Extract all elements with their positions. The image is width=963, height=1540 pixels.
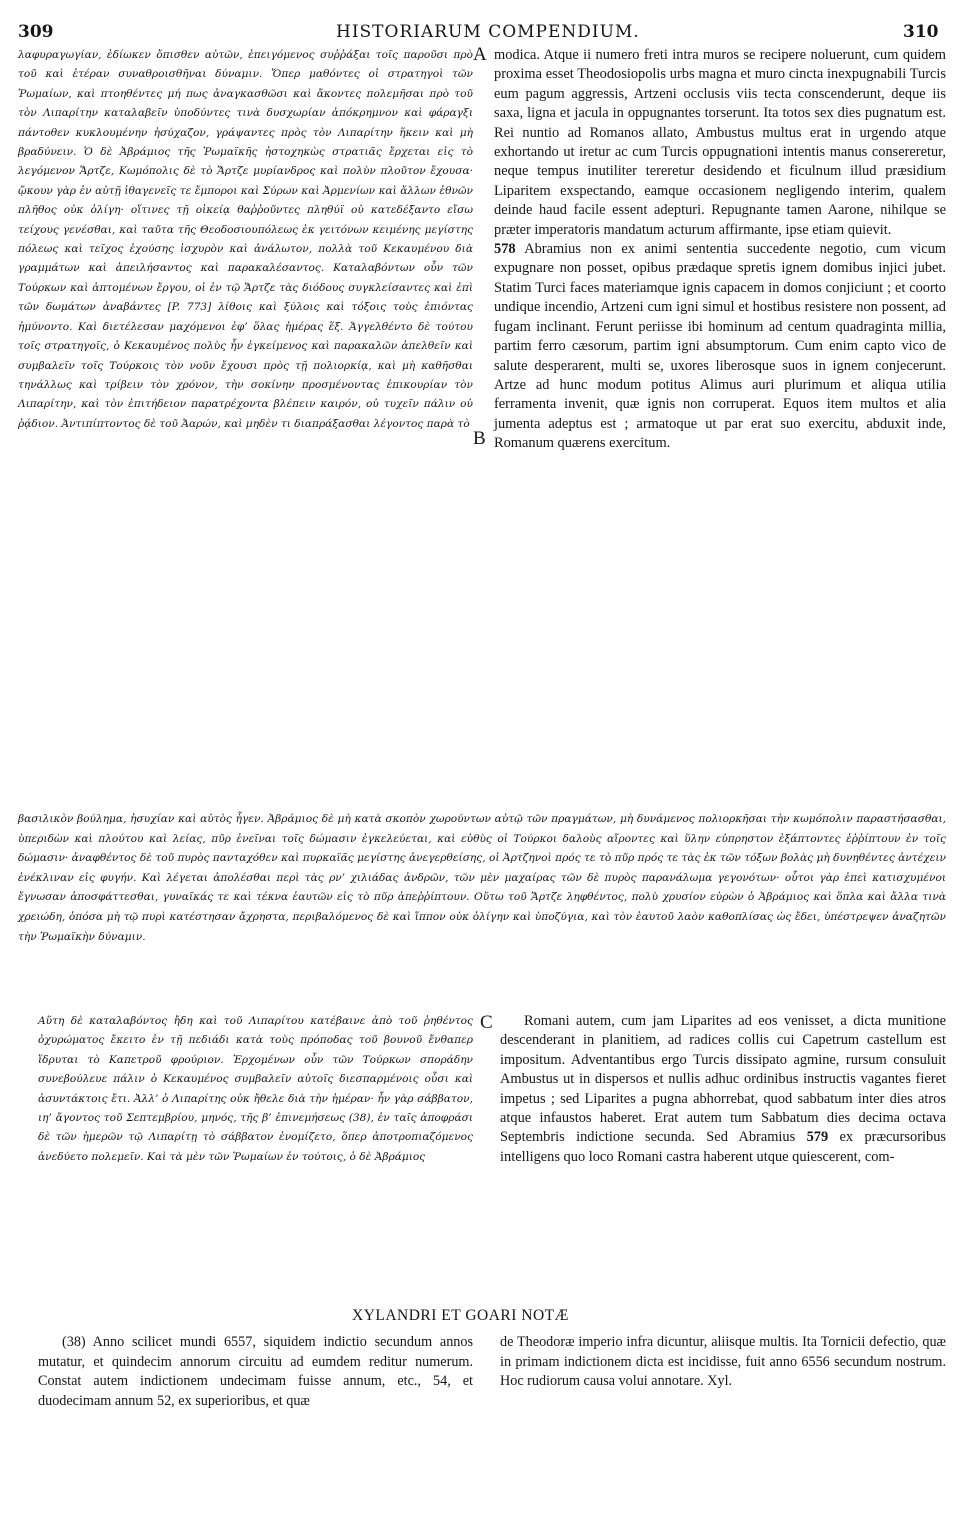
latin-text-2-body: Romani autem, cum jam Liparites ad eos venisset, a dicta munitione descenderant in planitiem, ad radices collis cui Capetrum castellum est impositum. Adventantibus ergo Turcis dissipato agmine, rursum consuluit Ambustus ut in dispersos et nullis adhuc ordinibus instructis vagantes fieret impetus ; sed Liparites a pugna abhorrebat, quod sabbatum inter dies atros atque infaustos haberet. Erat autem tum Sabbatum dies decima octava Septembris indictione secunda. Sed Abramius — [500, 1013, 946, 1146]
greek-full-width — [18, 810, 946, 947]
latin-column-1 — [494, 46, 946, 454]
margin-marker-a: A — [473, 44, 487, 65]
latin-text-2-end: ex præcursoribus intelligens quo loco Romani castra haberent utque quiescerent, com- — [500, 1129, 946, 1165]
latin-column-2 — [500, 1012, 946, 1167]
running-title: HISTORIARUM COMPENDIUM. — [336, 22, 640, 42]
latin-text-a: modica. Atque ii numero freti intra muros se recipere noluerunt, cum quidem proxima esset Theodosiopolis urbs magna et muro cincta inexpugnabili Turcis eum pagum aggressis, Artzeni occlusis viis tecta conscenderunt, deque iis saxa, ligna et jacula in oppugnantes torserunt. Ita totos sex dies pugnatum est. Rei nuntio ad Romanos allato, Ambustus multus erat in urgendo atque exhortando ut iretur ac cum Turcis oppugnationi intentis manus consereretur, neque tempus inutiliter tereretur desidendo et ficulnum illud præsidium Liparitem exspectando, eamque occasionem negligendo interim, qualem deinde haud facile essent adepturi. Repugnante tamen Aarone, nihilque se præter imperatoris mandatum acturum affirmante, ipse etiam quievit. — [494, 47, 946, 238]
notes-right-column — [500, 1333, 946, 1392]
page-header — [0, 0, 963, 40]
notes-left-column — [38, 1333, 473, 1411]
notes-heading-left: XYLANDRI ET — [352, 1307, 461, 1324]
notes-heading — [352, 1307, 569, 1325]
note-38-text: (38) Anno scilicet mundi 6557, siquidem indictio secundum annos mutatur, et quindecim annorum circuitu ad eumdem reditur numerum. Constat autem indictionem undecimam fuisse annum, etc., 54, et duodecimam annum 52, ex superioribus, et quæ — [38, 1334, 473, 1409]
greek-column-1 — [18, 46, 473, 434]
page-number-right: 310 — [903, 22, 939, 42]
latin-text-b — [494, 240, 946, 453]
greek-full-text: βασιλικὸν βούλημα, ἡσυχίαν καὶ αὐτὸς ἦγεν. Ἀβράμιος δὲ μὴ κατὰ σκοπὸν χωρούντων αὐτῷ τῶν πραγμάτων, μὴ δυνάμενος πολιορκῆσαι τὴν κωμόπολιν παραστήσασθαι, ὑπεριδὼν καὶ πλούτου καὶ λείας, πῦρ ἐνεῖναι τοῖς δώμασιν ἐγκελεύεται, καὶ εὐθὺς οἱ Τούρκοι δαλοὺς αἴροντες καὶ ὕλην εὐπρηστον ἐξάπτοντες ἐῤῥίπτουν ἐν τοῖς δώμασιν· ἀναφθέντος δὲ τοῦ πυρὸς πανταχόθεν καὶ πυρκαϊᾶς μεγίστης ἀνεγερθείσης, οἱ Ἀρτζηνοὶ πρός τε τὸ πῦρ πρός τε τὰς ἐκ τῶν τόξων βολὰς μὴ δυνηθέντες ἀντέχειν ἐνέκλιναν εἰς φυγήν. Καὶ λέγεται ἀπολέσθαι περὶ τὰς ρν’ χιλιάδας ἀνδρῶν, τῶν μὲν μαχαίρας τῶν δὲ πυρὸς παρανάλωμα γεγονότων· οὗτοι γὰρ ἐπεὶ κατισχυμένοι ἔγνωσαν ἀποσφάττεσθαι, γυναῖκάς τε καὶ τέκνα ἑαυτῶν εἰς τὸ πῦρ ἀπεῤῥίπτουν. Οὕτω τοῦ Ἄρτζε ληφθέντος, πολὺ χρυσίον εὑρὼν ὁ Ἀβράμιος καὶ ὅπλα καὶ ἄλλα τινὰ χρειώδη, ὁπόσα μὴ τῷ πυρὶ κατέστησαν ἄχρηστα, περιβαλόμενος δὲ καὶ ἵππον οὐκ ὀλίγην καὶ ὑποζύγια, καὶ τὸν ἑαυτοῦ λαὸν καθοπλίσας ὡς ἔδει, ὑπέστρεψεν ἀναζητῶν τὴν Ῥωμαϊκὴν δύναμιν. — [18, 813, 946, 943]
greek-text-1: λαφυραγωγίαν, ἐδίωκεν ὄπισθεν αὐτῶν, ἐπειγόμενος συῤῥάξαι τοῖς παροῦσι πρὸ τοῦ καὶ ἑτέραν συναθροισθῆναι δύναμιν. Ὅπερ μαθόντες οἱ στρατηγοὶ τῶν Ῥωμαίων, καὶ πτοηθέντες μή πως ἀναγκασθῶσι καὶ ἄκοντες πολεμῆσαι πρὸ τοῦ τὸν Λιπαρίτην καταλαβεῖν ὑποδύντες τινὰ δυσχωρίαν ἀπόκρημνον καὶ φάραγξι πάντοθεν κυκλουμένην ἡσύχαζον, γράψαντες πρὸς τὸν Λιπαρίτην ἥκειν καὶ μὴ βραδύνειν. Ὁ δὲ Ἀβράμιος τῆς Ῥωμαϊκῆς ἠστοχηκὼς στρατιᾶς ἔρχεται εἰς τὸ λεγόμενον Ἄρτζε, Κωμόπολις δὲ τὸ Ἄρτζε μυρίανδρος καὶ πολὺν πλοῦτον ἔχουσα· ᾤκουν γὰρ ἐν αὐτῇ ἰθαγενεῖς τε ἔμποροι καὶ Σύρων καὶ Ἀρμενίων καὶ ἄλλων ἐθνῶν πλῆθος οὐκ ὀλίγη· οἵτινες τῇ οἰκείᾳ θαῤῥοῦντες πληθύϊ οὐ κατεδέξαντο εἴσω τείχους γενέσθαι, καὶ ταῦτα τῆς Θεοδοσιουπόλεως ἐκ γειτόνων κειμένης μεγίστης πόλεως καὶ τεῖχος ἐχούσης ἰσχυρὸν καὶ ἀνάλωτον, πολλὰ τοῦ Κεκαυμένου διὰ γραμμάτων καὶ ἀπειλήσαντος καὶ παρακαλέσαντος. Καταλαβόντων οὖν τῶν Τούρκων καὶ ἁπτομένων ἔργου, οἱ ἐν τῷ Ἄρτζε τὰς διόδους συγκλείσαντες καὶ ἐπὶ τῶν δωμάτων ἀναβάντες [P. 773] λίθοις καὶ ξύλοις καὶ τόξοις τοὺς ἐπιόντας ἠμύνοντο. Καὶ διετέλεσαν μαχόμενοι ἐφ’ ὅλας ἡμέρας ἕξ. Ἀγγελθέντο δὲ τούτου τοῖς στρατηγοῖς, ὁ Κεκαυμένος πολὺς ἦν ἐγκείμενος καὶ παρακαλῶν ἀπελθεῖν καὶ συμβαλεῖν τοῖς Τούρκοις τὸν νοῦν ἔχουσι πρὸς τῇ πολιορκίᾳ, καὶ μὴ καθῆσθαι τηνάλλως καὶ τρίβειν τὸν χρόνον, τὴν σοκίνην προσμένοντας ἐπικουρίαν τὸν Λιπαρίτην, καὶ τὸν ἐπιτήδειον παρατρέχοντα βλέπειν καιρόν, οὐ τυχεῖν πάλιν οὐ ῥᾴδιον. Ἀντιπίπτοντος δὲ τοῦ Ἀαρών, καὶ μηδὲν τι διαπράξασθαι λέγοντος παρὰ τὸ — [18, 49, 473, 430]
margin-marker-c: C — [480, 1012, 493, 1033]
paragraph-number-579: 579 — [806, 1129, 829, 1146]
greek-column-2 — [38, 1012, 473, 1167]
latin-text-2 — [500, 1012, 946, 1167]
latin-text-b-body: Abramius non ex animi sententia succedente negotio, cum vicum expugnare non posset, opibus prædaque spretis ignem domibus injici jubet. Statim Turci faces materiamque ignis capacem in domos conjiciunt ; et coorto undique incendio, Artzeni cum igni simul et hostibus resistere non possent, ad fugam inclinant. Ferunt periisse ibi hominum ad centum quadraginta millia, partim ferro cæsorum, partim igni absumptorum. Cum enim capto vico de salute desperarent, multi se, uxores liberosque suos in ignem conjecerunt. Artze ad hunc modum potitus Alimus auri plurimum et aliqua utilia ferramenta invenit, quæ ignis non corruperat. Equos item multos et alia jumenta adeptus est ; armatoque ut par erat suo exercitu, abduxit inde, Romanum quærens exercitum. — [494, 241, 946, 452]
page-number-left: 309 — [18, 22, 54, 42]
note-continuation-text: de Theodoræ imperio infra dicuntur, aliisque multis. Ita Tornicii defectio, quæ in primam indictionem dicta est incidisse, fuit anno 6556 secundum nostrum. Hoc rudiorum causa volui annotare. Xyl. — [500, 1334, 946, 1390]
greek-text-2: Αὕτη δὲ καταλαβόντος ἤδη καὶ τοῦ Λιπαρίτου κατέβαινε ἀπὸ τοῦ ῥηθέντος ὀχυρώματος ἔκειτο ἐν τῇ πεδιάδι κατὰ τοὺς πρόποδας τοῦ βουνοῦ ἔνθαπερ ἵδρυται τὸ Καπετροῦ φρούριον. Ἐρχομένων οὖν τῶν Τούρκων σποράδην συνεβούλευε πάλιν ὁ Κεκαυμένος συμβαλεῖν αὐτοῖς διεσπαρμένοις οὖσι καὶ ἀσυντάκτοις ἔτι. Ἀλλ’ ὁ Λιπαρίτης οὐκ ἤθελε διὰ τὴν ἡμέραν· ἦν γὰρ σάββατον, ιη’ ἄγοντος τοῦ Σεπτεμβρίου, μηνός, τῆς β’ ἐπινεμήσεως (38), ἐν ταῖς ἀποφράσι δὲ τῶν ἡμερῶν τῷ Λιπαρίτῃ τὸ σάββατον ἐνομίζετο, ὅπερ ἀποτροπιαζόμενος ἀνεδύετο πολεμεῖν. Καὶ τὰ μὲν τῶν Ῥωμαίων ἐν τούτοις, ὁ δὲ Ἀβράμιος — [38, 1015, 473, 1163]
notes-heading-right: GOARI NOTÆ — [465, 1307, 569, 1324]
paragraph-number-578: 578 — [494, 241, 516, 258]
margin-marker-b: B — [473, 428, 486, 449]
